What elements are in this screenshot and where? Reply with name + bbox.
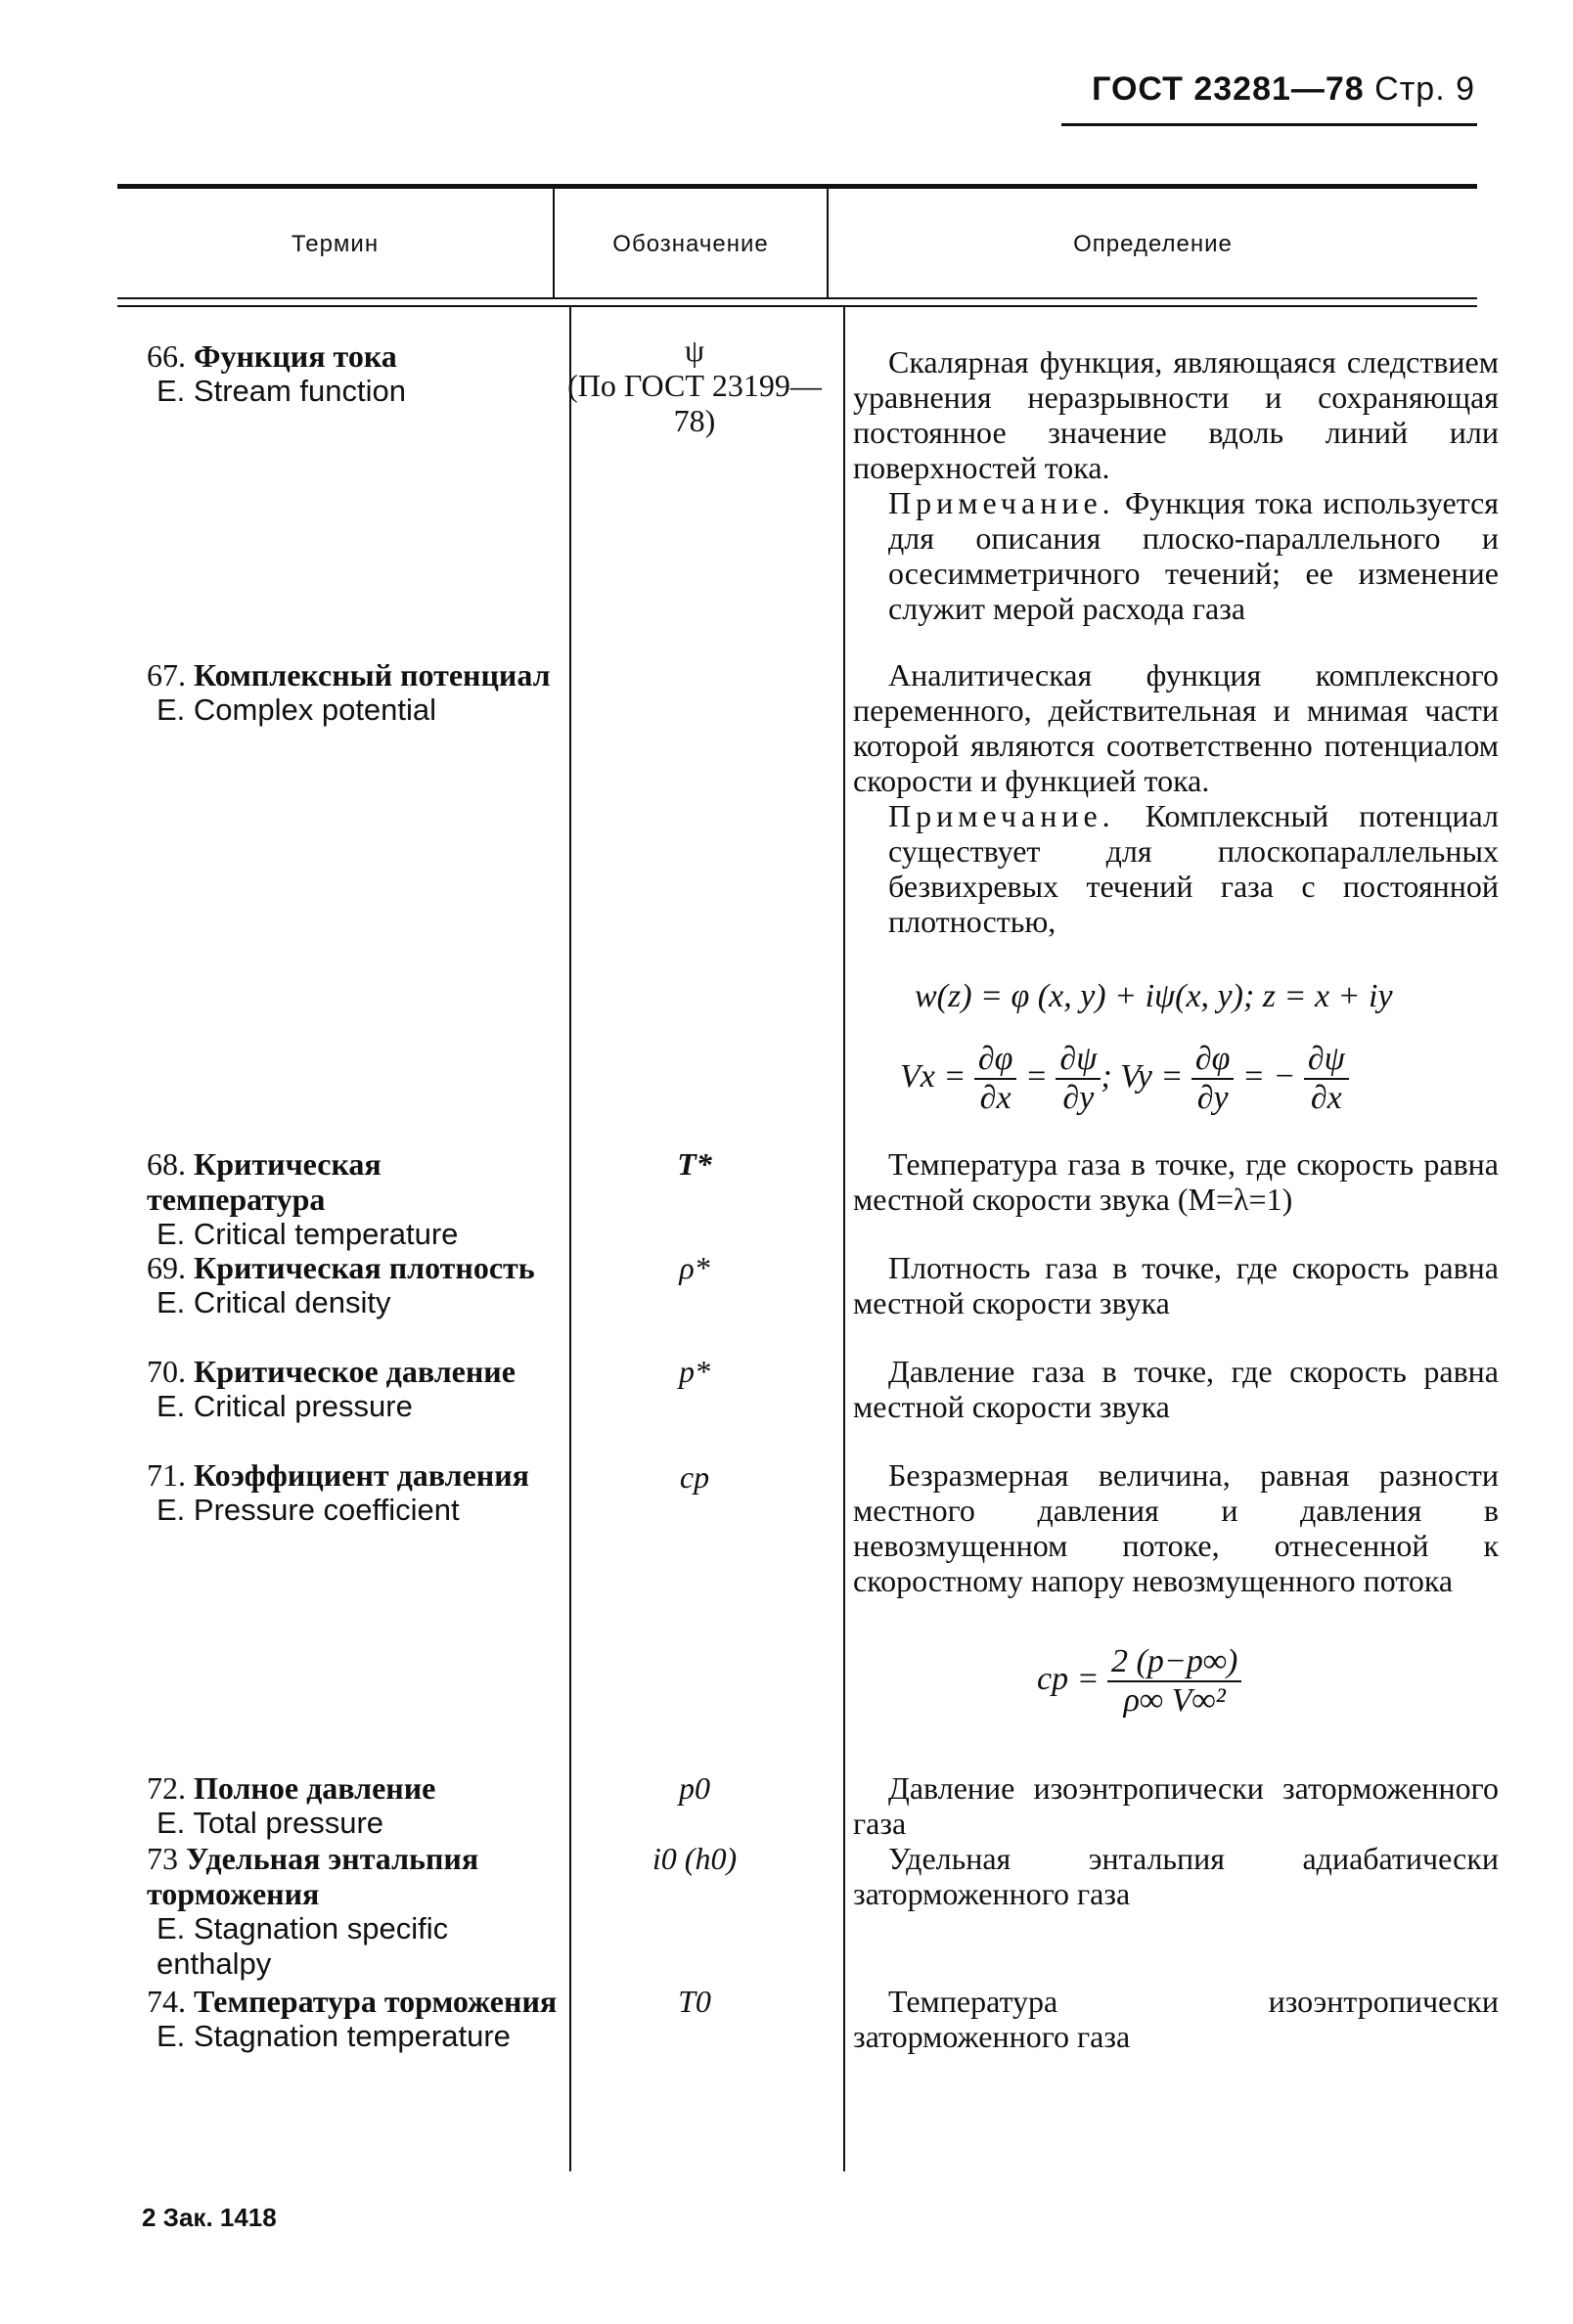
definition-72: Давление изоэнтропически заторможенного газа (853, 1770, 1499, 1841)
formula-pressure-coefficient: cp = $\frac{2 (p-p\infty)}{\text{ρ∞ V∞²}}$ (1037, 1643, 1241, 1720)
symbol-71: cp (679, 1459, 710, 1495)
term-66: 66. Функция тока E. Stream function (147, 338, 407, 408)
term-69: 69. Критическая плотность E. Critical density (147, 1250, 535, 1319)
definition-69: Плотность газа в точке, где скорость равна местной скорости звука (853, 1250, 1499, 1320)
definition-74: Температура изоэнтропически заторможенного газа (853, 1984, 1499, 2054)
term-71: 71. Коэффициент давления E. Pressure coefficient (147, 1457, 529, 1527)
standard-number: ГОСТ 23281—78 (1092, 70, 1365, 108)
header-rule (1061, 123, 1477, 126)
symbol-72: p0 (679, 1770, 710, 1806)
term-70: 70. Критическое давление E. Critical pressure (147, 1354, 516, 1423)
table-top-rule (117, 184, 1477, 189)
symbol-ref: (По ГОСТ 23199—78) (567, 368, 822, 438)
symbol-69: ρ* (679, 1250, 710, 1285)
column-divider (843, 307, 845, 2171)
column-header-definition: Определение (1073, 231, 1233, 257)
formula-velocity: Vx = $\frac{\partial\varphi}{\partial x}$ = $\frac{\partial\psi}{\partial y}$ ; Vy = $\frac{\partial\varphi}{\partial y}$ = − $\frac{\partial\psi}{\partial x}$ (900, 1041, 1349, 1117)
definition-68: Температура газа в точке, где скорость равна местной скорости звука (M=λ=1) (853, 1146, 1499, 1217)
term-73: 73 Удельная энтальпия торможения E. Stagnation specific enthalpy (147, 1841, 479, 1981)
term-72: 72. Полное давление E. Total pressure (147, 1770, 436, 1840)
symbol-74: T0 (678, 1984, 711, 2019)
term-74: 74. Температура торможения E. Stagnation temperature (147, 1984, 558, 2053)
formula-complex-potential: w(z) = φ (x, y) + iψ(x, y); z = x + iy (915, 978, 1393, 1014)
symbol-68: T* (677, 1146, 712, 1182)
symbol-70: p* (679, 1354, 710, 1389)
definition-73: Удельная энтальпия адиабатически заторможенного газа (853, 1841, 1499, 1911)
definition-70: Давление газа в точке, где скорость равна местной скорости звука (853, 1354, 1499, 1424)
column-header-symbol: Обозначение (612, 231, 769, 257)
term-67: 67. Комплексный потенциал E. Complex potential (147, 657, 551, 727)
definition-71: Безразмерная величина, равная разности местного давления и давления в невозмущенном потоке, отнесенной к скоростному напору невозмущенного потока (853, 1457, 1499, 1598)
page-header (1092, 70, 1475, 109)
definition-66: Скалярная функция, являющаяся следствием уравнения неразрывности и сохраняющая постоянное значение вдоль линий или поверхностей тока. Примечание. Функция тока используется для описания плоско-параллельного и осесимметричного течений; ее изменение служит мерой расхода газа (853, 344, 1500, 626)
table-header-rule (117, 297, 1477, 299)
symbol-66: ψ (По ГОСТ 23199—78) (562, 333, 827, 438)
page-footer: 2 Зак. 1418 (142, 2203, 277, 2232)
column-divider (569, 307, 571, 2171)
term-68: 68. Критическая температура E. Critical temperature (147, 1146, 459, 1251)
page-number: Стр. 9 (1374, 70, 1475, 108)
definition-67: Аналитическая функция комплексного переменного, действительная и мнимая части которой являются соответственно потенциалом скорости и функцией тока. Примечание. Комплексный потенциал существует для плоскопараллельных безвихревых течений газа с постоянной плотностью, (853, 657, 1499, 939)
symbol-73: i0 (h0) (652, 1841, 738, 1876)
column-header-term: Термин (291, 231, 380, 257)
table-header-rule-2 (117, 305, 1477, 307)
